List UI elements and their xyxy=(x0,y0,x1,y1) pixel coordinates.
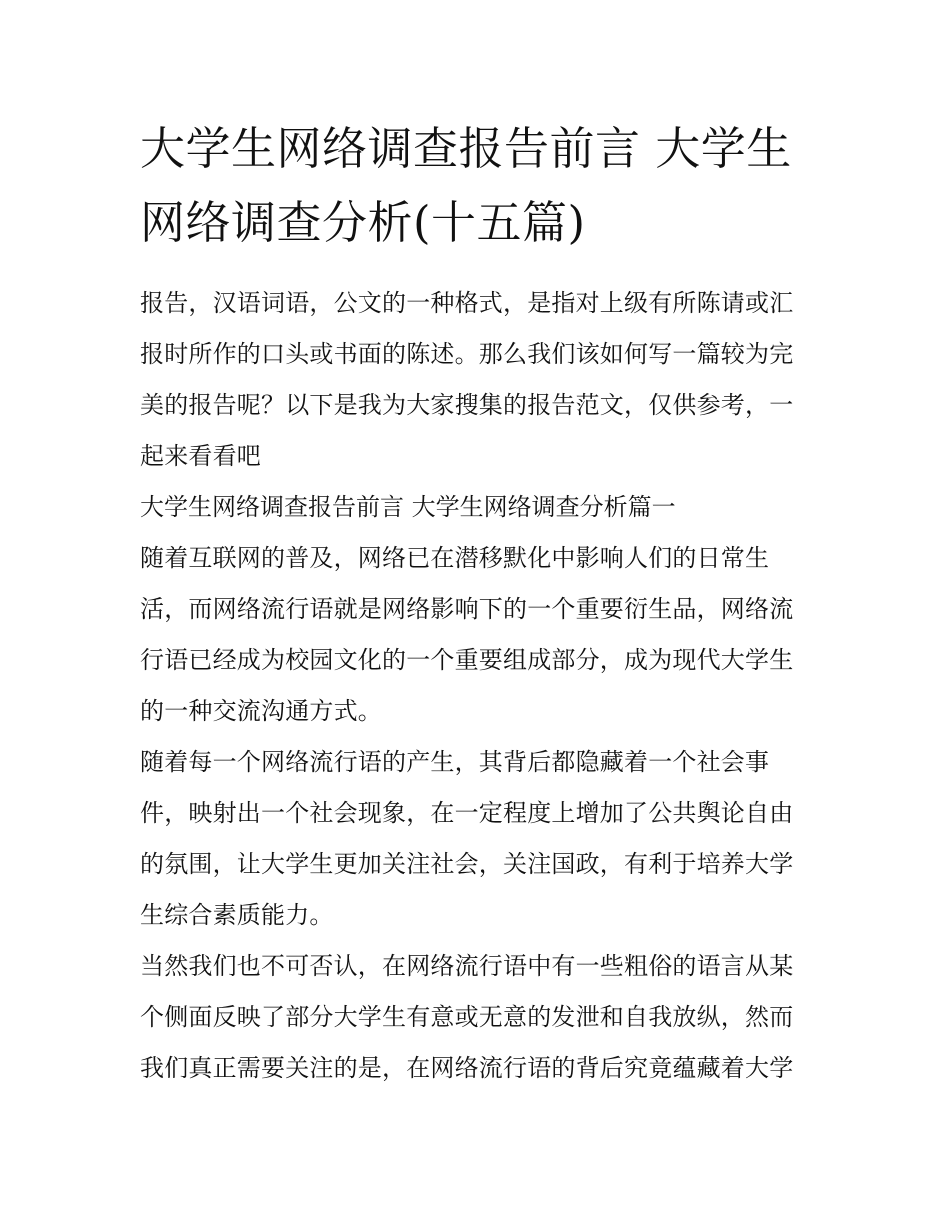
body-paragraph: 随着每一个网络流行语的产生，其背后都隐藏着一个社会事件，映射出一个社会现象，在一定程度上增加了公共舆论自由的氛围，让大学生更加关注社会，关注国政，有利于培养大学生综合素质能力。 xyxy=(140,748,794,929)
section-heading: 大学生网络调查报告前言 大学生网络调查分析篇一 xyxy=(140,493,676,521)
document-title: 大学生网络调查报告前言 大学生网络调查分析(十五篇) xyxy=(140,122,792,249)
body-paragraph: 随着互联网的普及，网络已在潜移默化中影响人们的日常生活，而网络流行语就是网络影响下的一个重要衍生品，网络流行语已经成为校园文化的一个重要组成部分，成为现代大学生的一种交流沟通方式。 xyxy=(140,544,794,725)
body-paragraph: 当然我们也不可否认，在网络流行语中有一些粗俗的语言从某个侧面反映了部分大学生有意或无意的发泄和自我放纵，然而我们真正需要关注的是，在网络流行语的背后究竟蕴藏着大学 xyxy=(140,952,794,1082)
document-body xyxy=(140,112,815,1094)
intro-paragraph: 报告，汉语词语，公文的一种格式，是指对上级有所陈请或汇报时所作的口头或书面的陈述。那么我们该如何写一篇较为完美的报告呢？以下是我为大家搜集的报告范文，仅供参考，一起来看看吧 xyxy=(140,289,794,470)
